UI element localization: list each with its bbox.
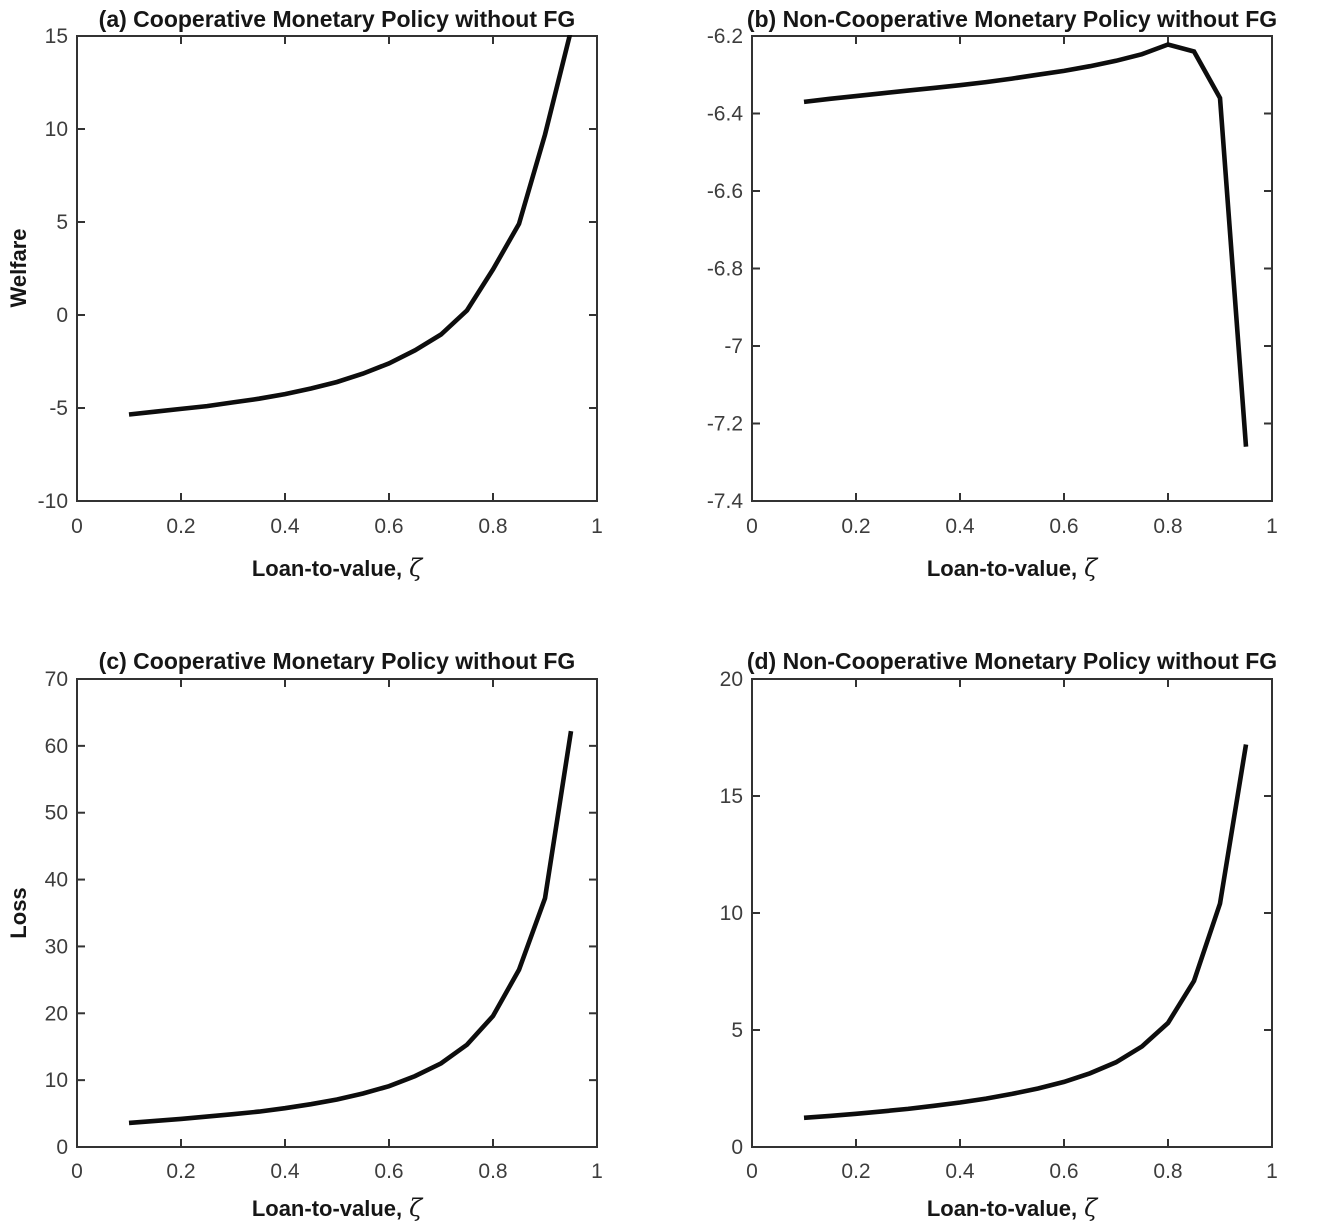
y-tick-label: 60 [44,734,68,758]
x-tick-label: 0.2 [166,515,196,538]
y-tick-label: 15 [719,785,743,808]
x-tick-label: 0.4 [270,1160,300,1183]
data-line [804,745,1246,1118]
panel-d-loss-noncooperative [660,612,1321,1225]
panel-title: (d) Non-Cooperative Monetary Policy without FG [746,648,1278,674]
tick-labels [45,668,603,1183]
x-axis-label-text: Loan-to-value, [251,556,403,581]
panel-a-welfare-cooperative [0,0,660,612]
y-tick-label: 10 [44,1069,68,1093]
tick-labels [707,25,1278,538]
x-tick-label: 0.8 [478,1160,508,1183]
axes-box [752,36,1272,501]
x-tick-label: 0.8 [478,515,508,538]
x-axis-label [252,1194,424,1222]
y-tick-label: 20 [719,668,743,691]
y-tick-label: -5 [49,397,68,420]
x-tick-label: 0.2 [166,1160,196,1183]
y-tick-label: -6.2 [706,25,743,48]
y-tick-label: -6.8 [706,257,743,281]
y-tick-label: -6.6 [706,180,743,203]
data-line [129,731,571,1123]
y-tick-label: 20 [44,1002,68,1026]
x-tick-label: 1 [1266,1160,1278,1183]
x-tick-label: 0.2 [841,515,871,538]
plot-box [752,679,1272,1147]
x-tick-label: 0.4 [945,1160,975,1183]
x-tick-label: 0 [71,1160,83,1183]
y-tick-label: 10 [719,902,743,925]
panel-c-loss-cooperative [0,612,660,1225]
loss-curve [129,731,571,1123]
y-tick-label: 40 [44,868,68,892]
x-tick-label: 0 [746,1160,758,1183]
y-tick-label: 5 [731,1019,743,1042]
y-tick-label: 70 [44,668,68,691]
zeta-symbol: ζ [409,554,423,582]
zeta-symbol: ζ [409,1194,423,1222]
panel-b-welfare-noncooperative [660,0,1321,612]
x-tick-label: 0.4 [945,515,975,538]
plot-box [77,679,597,1147]
x-axis-label-text: Loan-to-value, [251,1196,403,1221]
y-tick-label: 30 [44,935,68,959]
y-tick-label: 0 [56,1136,68,1159]
y-tick-label: -7 [724,335,743,358]
x-axis-label-text: Loan-to-value, [926,556,1078,581]
x-tick-label: 1 [591,1160,603,1183]
y-tick-label: 10 [44,118,68,141]
x-axis-label-text: Loan-to-value, [926,1196,1078,1221]
x-tick-label: 0.6 [374,515,404,538]
y-tick-label: -10 [37,490,68,513]
y-tick-label: 15 [44,25,68,48]
panel-title: (a) Cooperative Monetary Policy without FG [98,6,576,32]
x-tick-label: 0.6 [1049,515,1079,538]
data-line [804,45,1246,447]
plot-box [752,36,1272,501]
y-tick-label: -7.4 [706,490,743,513]
x-axis-label [927,1194,1099,1222]
welfare-curve [804,45,1246,447]
y-axis-label: Welfare [6,228,31,308]
y-axis-label: Loss [6,887,31,939]
panel-title: (c) Cooperative Monetary Policy without FG [98,648,576,674]
y-tick-label: 0 [56,304,68,327]
x-tick-label: 0.8 [1153,1160,1183,1183]
y-tick-label: -6.4 [706,102,743,126]
axes-box [77,679,597,1147]
x-tick-label: 0 [746,515,758,538]
x-tick-label: 0.6 [1049,1160,1079,1183]
x-tick-label: 0.8 [1153,515,1183,538]
x-tick-label: 0.4 [270,515,300,538]
data-line [129,30,571,414]
x-tick-label: 0.2 [841,1160,871,1183]
y-tick-label: 5 [56,211,68,234]
panel-title: (b) Non-Cooperative Monetary Policy without FG [746,6,1278,32]
y-tick-label: 0 [731,1136,743,1159]
x-axis-label [252,554,424,582]
welfare-curve [129,30,571,414]
tick-labels [38,25,603,538]
y-tick-label: -7.2 [706,412,743,436]
plot-box [77,36,597,501]
y-tick-label: 50 [44,801,68,825]
x-tick-label: 1 [1266,515,1278,538]
x-axis-label [927,554,1099,582]
x-tick-label: 0.6 [374,1160,404,1183]
x-tick-label: 0 [71,515,83,538]
tick-labels [720,668,1278,1183]
x-tick-label: 1 [591,515,603,538]
axes-box [752,679,1272,1147]
zeta-symbol: ζ [1084,1194,1098,1222]
loss-curve [804,745,1246,1118]
axes-box [77,36,597,501]
zeta-symbol: ζ [1084,554,1098,582]
